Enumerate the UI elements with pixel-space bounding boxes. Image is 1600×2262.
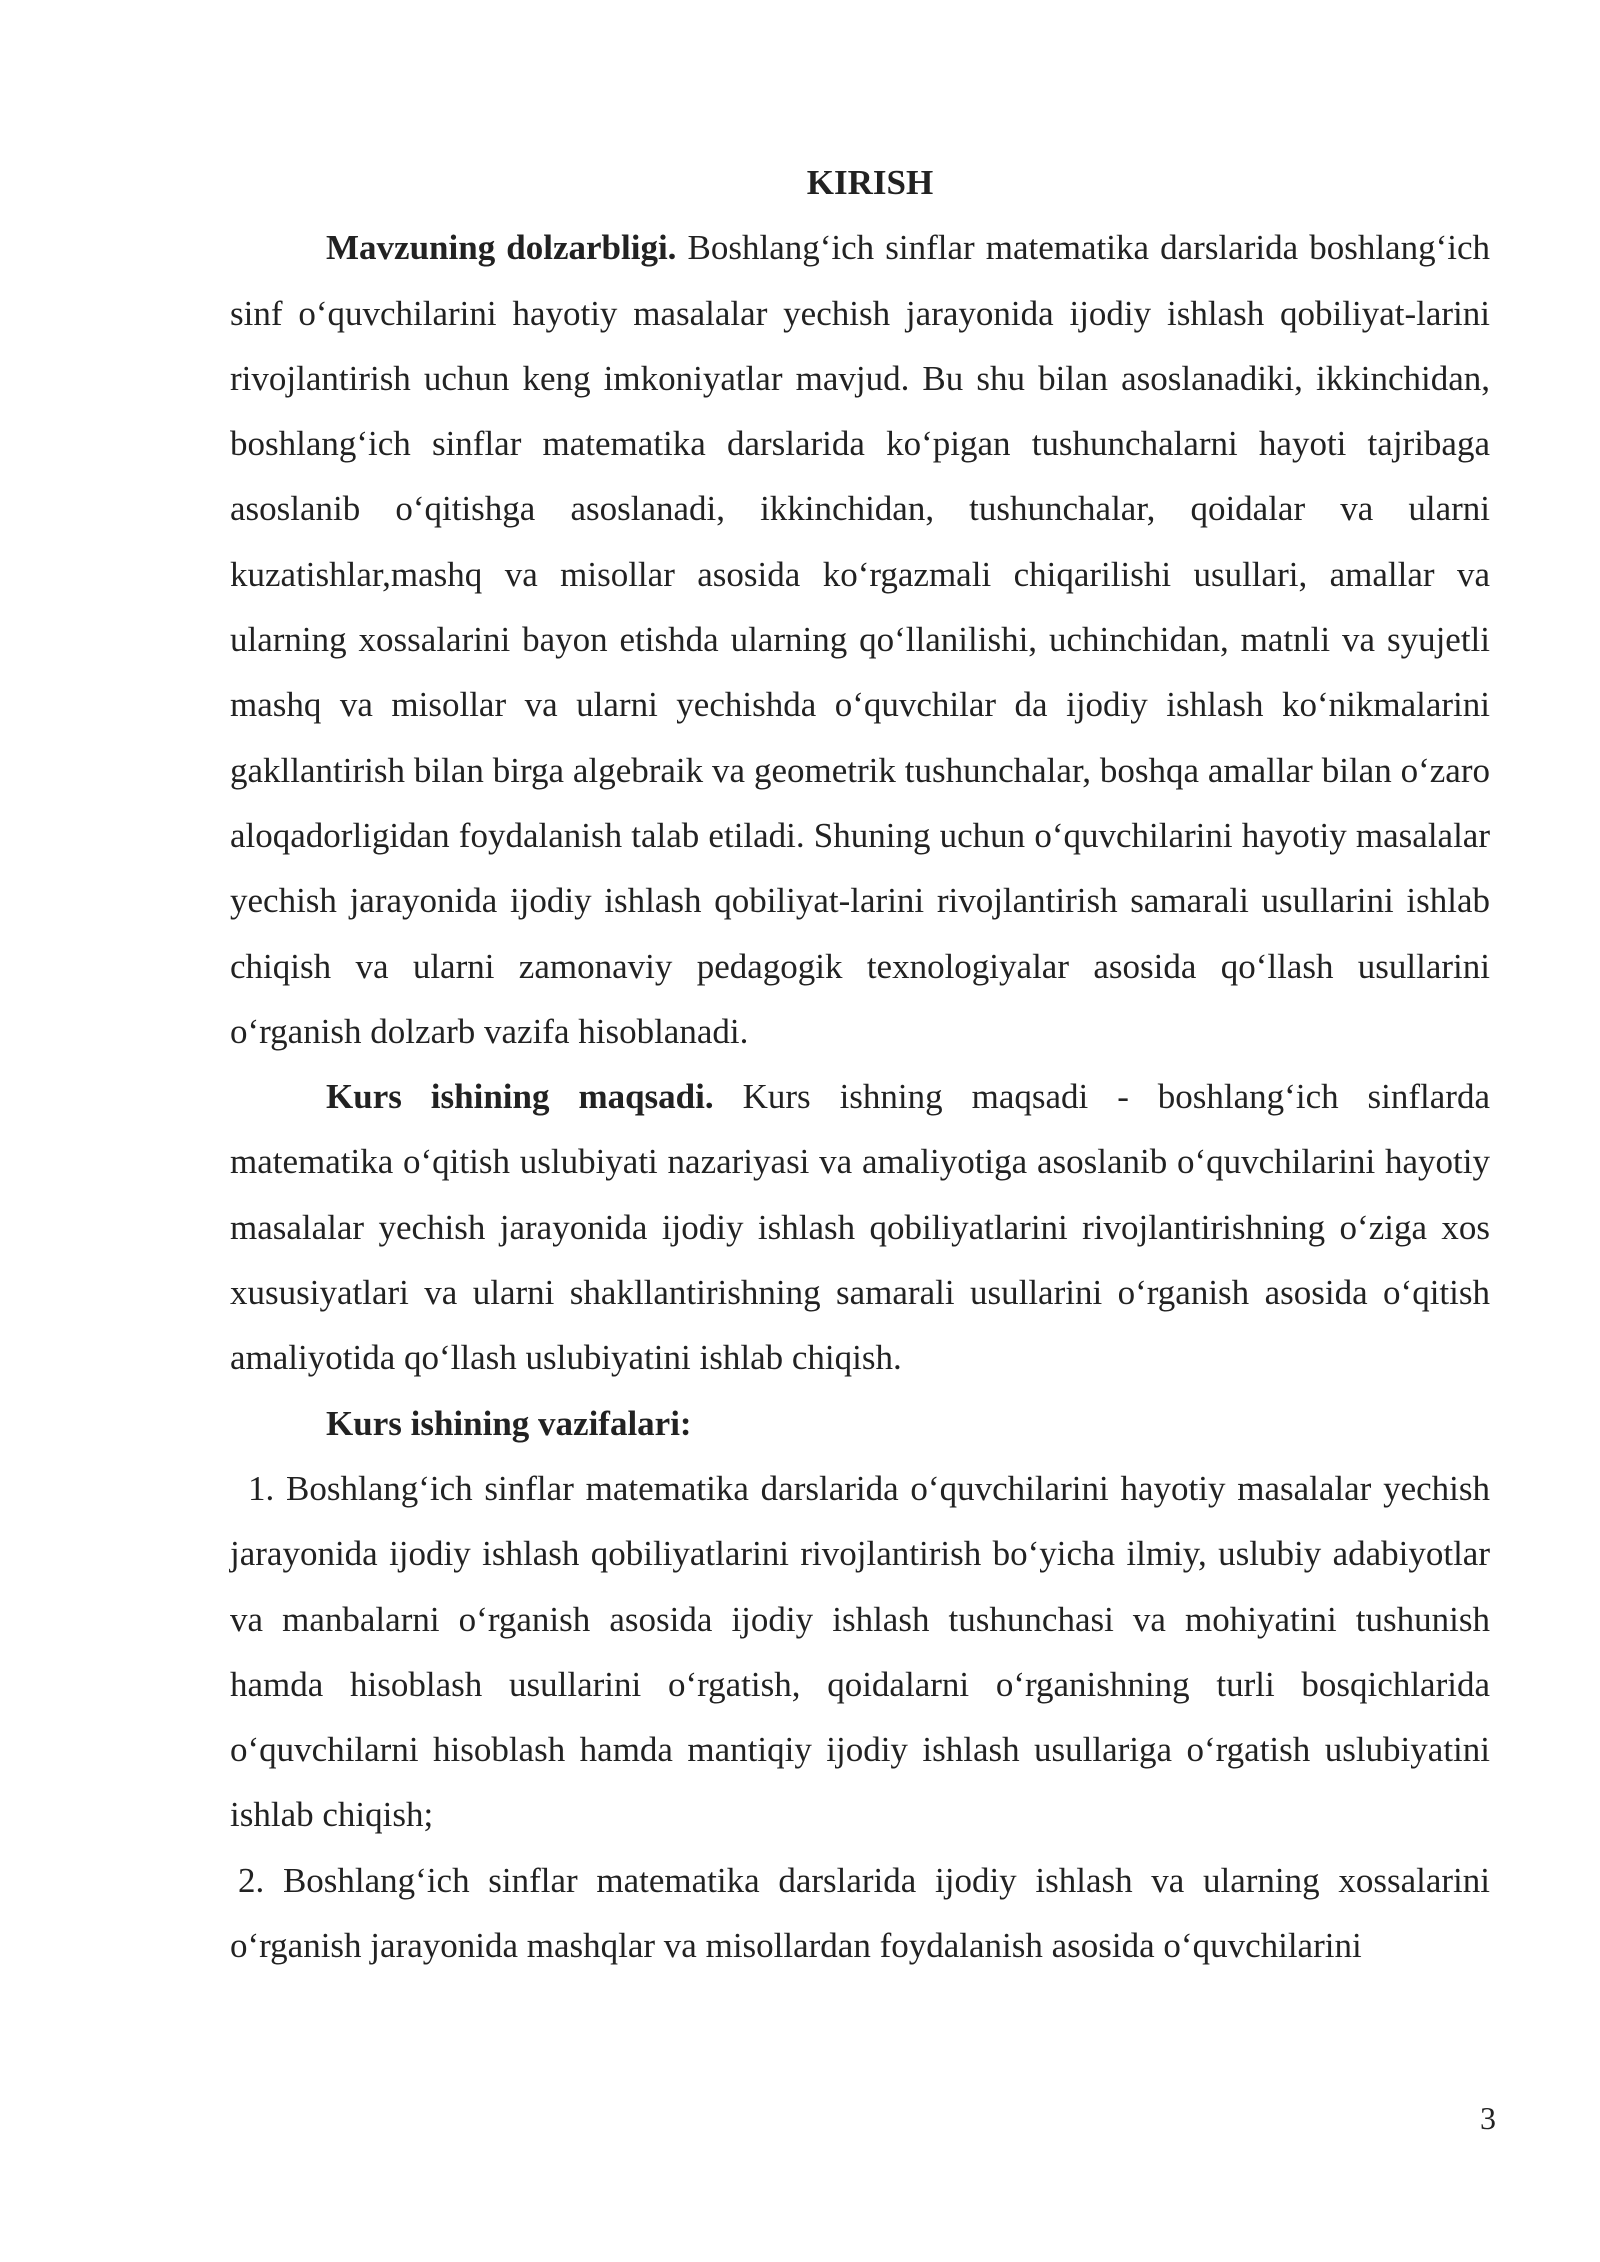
- tasks-heading: Kurs ishining vazifalari:: [326, 1403, 692, 1443]
- paragraph-lead-goal: Kurs ishining maqsadi.: [326, 1077, 714, 1117]
- paragraph-relevance: [230, 215, 1490, 1064]
- paragraph-text-goal: Kurs ishning maqsadi - boshlang‘ich sinflarda matematika o‘qitish uslubiyati nazariyasi va amaliyotiga asoslanib o‘quvchilarini hayotiy masalalar yechish jarayonida ijodiy ishlash qobiliyatlarini rivojlantirishning o‘ziga xos xususiyatlari va ularni shakllantirishning samarali usullarini o‘rganish asosida o‘qitish amaliyotida qo‘llash uslubiyatini ishlab chiqish.: [230, 1077, 1490, 1378]
- page-title: KIRISH: [806, 163, 934, 202]
- document-body: [230, 150, 1490, 1978]
- task-item-1: 1. Boshlang‘ich sinflar matematika darslarida o‘quvchilarini hayotiy masalalar yechish jarayonida ijodiy ishlash qobiliyatlarini rivojlantirish bo‘yicha ilmiy, uslubiy adabiyotlar va manbalarni o‘rganish asosida ijodiy ishlash tushunchasi va mohiyatini tushunish hamda hisoblash usullarini o‘rgatish, qoidalarni o‘rganishning turli bosqichlarida o‘quvchilarni hisoblash hamda mantiqiy ijodiy ishlash usullariga o‘rgatish uslubiyatini ishlab chiqish;: [230, 1468, 1490, 1835]
- paragraph-lead-relevance: Mavzuning dolzarbligi.: [326, 228, 677, 268]
- paragraph-goal: [230, 1064, 1490, 1390]
- task-item-2: 2. Boshlang‘ich sinflar matematika darslarida ijodiy ishlash va ularning xossalarini o‘rganish jarayonida mashqlar va misollardan foydalanish asosida o‘quvchilarini: [230, 1860, 1490, 1966]
- page-number: 3: [1480, 2100, 1496, 2136]
- paragraph-text-relevance: Boshlang‘ich sinflar matematika darslarida boshlang‘ich sinf o‘quvchilarini hayotiy masalalar yechish jarayonida ijodiy ishlash qobiliyat-larini rivojlantirish uchun keng imkoniyatlar mavjud. Bu shu bilan asoslanadiki, ikkinchidan, boshlang‘ich sinflar matematika darslarida ko‘pigan tushunchalarni hayoti tajribaga asoslanib o‘qitishga asoslanadi, ikkinchidan, tushunchalar, qoidalar va ularni kuzatishlar,mashq va misollar asosida ko‘rgazmali chiqarilishi usullari, amallar va ularning xossalarini bayon etishda ularning qo‘llanilishi, uchinchidan, matnli va syujetli mashq va misollar va ularni yechishda o‘quvchilar da ijodiy ishlash ko‘nikmalarini gakllantirish bilan birga algebraik va geometrik tushunchalar, boshqa amallar bilan o‘zaro aloqadorligidan foydalanish talab etiladi. Shuning uchun o‘quvchilarini hayotiy masalalar yechish jarayonida ijodiy ishlash qobiliyat-larini rivojlantirish samarali usullarini ishlab chiqish va ularni zamonaviy pedagogik texnologiyalar asosida qo‘llash usullarini o‘rganish dolzarb vazifa hisoblanadi.: [230, 228, 1490, 1051]
